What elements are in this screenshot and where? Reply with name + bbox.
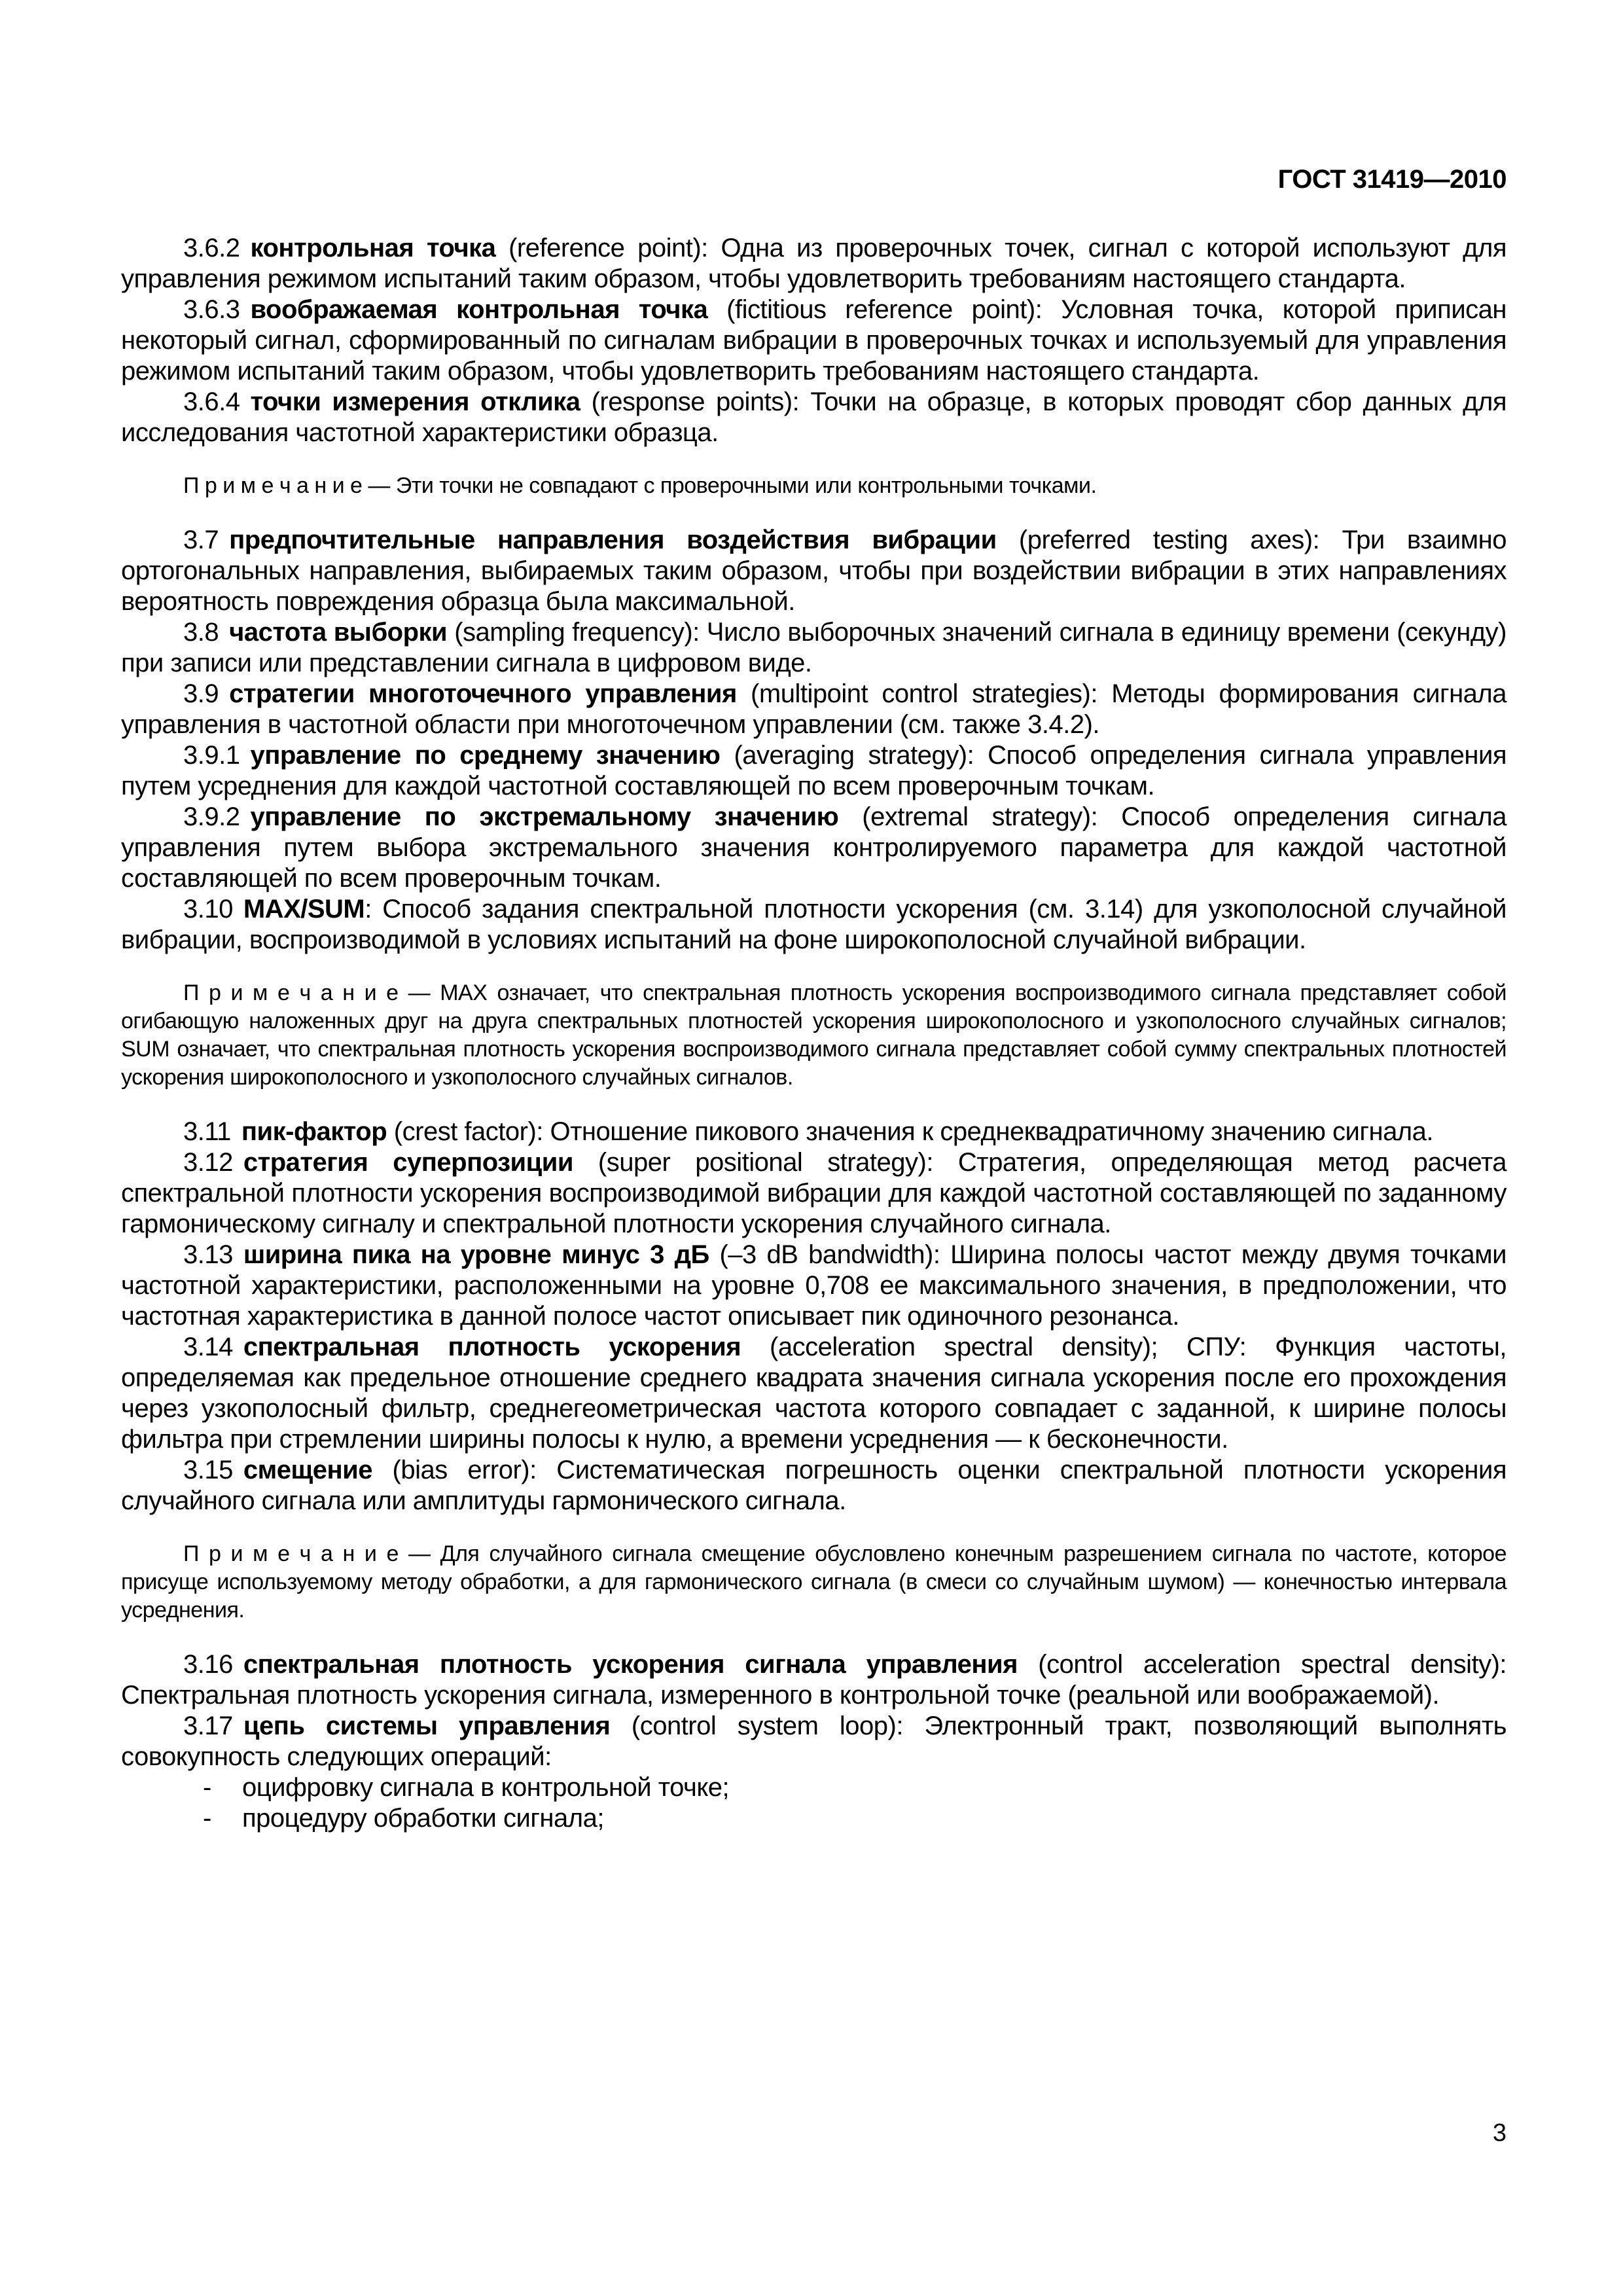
term-label: воображаемая контрольная точка [250,295,708,324]
term-label: предпочтительные направления воздействия вибрации [229,526,997,554]
term-definition: (bias error): Систематическая погрешность оценки спектральной плотности ускорения случайного сигнала или амплитуды гармонического сигнала. [121,1456,1507,1515]
term-label: контрольная точка [250,234,496,262]
term-paragraph-3-10 [121,894,1507,956]
term-number: 3.9.2 [183,802,240,831]
term-paragraph-3-9-2 [121,802,1507,894]
term-number: 3.13 [183,1240,233,1269]
list-item-2 [121,1803,1507,1834]
term-definition: (crest factor): Отношение пикового значения к среднеквадратичному значению сигнала. [387,1117,1434,1146]
term-definition: (sampling frequency): Число выборочных значений сигнала в единицу времени (секунду) при записи или представлении сигнала в цифровом виде. [121,618,1507,677]
term-paragraph-3-12 [121,1147,1507,1240]
term-label: стратегия суперпозиции [243,1148,573,1177]
term-number: 3.15 [183,1456,233,1484]
term-definition: (response points): Точки на образце, в которых проводят сбор данных для исследования частотной характеристики образца. [121,387,1507,447]
page-number: 3 [1492,2119,1507,2147]
bullet-dash: - [203,1804,211,1833]
term-definition: (acceleration spectral density); СПУ: Функция частоты, определяемая как предельное отношение среднего квадрата значения сигнала ускорения после его прохождения через узкополосный фильтр, среднегеометрическая частота которого совпадает с заданной, к ширине полосы фильтра при стремлении ширины полосы к нулю, а времени усреднения — к бесконечности. [121,1333,1507,1454]
page-header [121,165,1507,194]
term-label: стратегии многоточечного управления [229,679,737,708]
term-paragraph-3-17 [121,1711,1507,1772]
note-text: П р и м е ч а н и е — Эти точки не совпадают с проверочными или контрольными точками. [183,473,1097,498]
term-definition: (–3 dB bandwidth): Ширина полосы частот между двумя точками частотной характеристики, расположенными на уровне 0,708 ее максимального значения, в предположении, что частотная характеристика в данной полосе частот описывает пик одиночного резонанса. [121,1240,1507,1331]
term-definition: (averaging strategy): Способ определения сигнала управления путем усреднения для каждой частотной составляющей по всем проверочным точкам. [121,741,1507,800]
term-paragraph-3-14 [121,1332,1507,1455]
term-label: управление по экстремальному значению [250,802,839,831]
bullet-text: оцифровку сигнала в контрольной точке; [242,1773,730,1802]
document-body [121,233,1507,1834]
term-paragraph-3-6-3 [121,295,1507,387]
term-number: 3.17 [183,1712,233,1740]
term-paragraph-3-13 [121,1240,1507,1332]
term-definition: : Способ задания спектральной плотности ускорения (см. 3.14) для узкополосной случайной вибрации, воспроизводимой в условиях испытаний на фоне широкополосной случайной вибрации. [121,895,1507,954]
term-label: частота выборки [229,618,448,647]
term-paragraph-3-16 [121,1649,1507,1711]
page-footer [121,2119,1507,2147]
term-definition: (multipoint control strategies): Методы формирования сигнала управления в частотной области при многоточечном управлении (см. также 3.4.2). [121,679,1507,739]
term-number: 3.16 [183,1650,233,1679]
note-text: П р и м е ч а н и е — MAX означает, что спектральная плотность ускорения воспроизводимого сигнала представляет собой огибающую наложенных друг на друга спектральных плотностей ускорения широкополосного и узкополосного случайных сигналов; SUM означает, что спектральная плотность ускорения воспроизводимого сигнала представляет собой сумму спектральных плотностей ускорения широкополосного и узкополосного случайных сигналов. [121,980,1507,1090]
term-number: 3.6.4 [183,387,240,416]
list-item-1 [121,1772,1507,1803]
term-label: MAX/SUM [243,895,365,924]
term-label: ширина пика на уровне минус 3 дБ [243,1240,709,1269]
term-label: спектральная плотность ускорения сигнала управления [243,1650,1018,1679]
term-definition: (super positional strategy): Стратегия, определяющая метод расчета спектральной плотности ускорения воспроизводимой вибрации для каждой частотной составляющей по заданному гармоническому сигналу и спектральной плотности ускорения случайного сигнала. [121,1148,1507,1238]
term-number: 3.6.2 [183,234,240,262]
term-paragraph-3-7 [121,525,1507,617]
term-definition: (control acceleration spectral density): Спектральная плотность ускорения сигнала, измеренного в контрольной точке (реальной или воображаемой). [121,1650,1507,1710]
term-paragraph-3-15 [121,1455,1507,1516]
term-definition: (preferred testing axes): Три взаимно ортогональных направления, выбираемых таким образом, чтобы при воздействии вибрации в этих направлениях вероятность повреждения образца была максимальной. [121,526,1507,616]
term-number: 3.6.3 [183,295,240,324]
term-label: управление по среднему значению [250,741,721,770]
term-paragraph-3-6-4 [121,387,1507,448]
note-paragraph-1 [121,472,1507,500]
term-number: 3.7 [183,526,219,554]
note-paragraph-2 [121,979,1507,1092]
term-paragraph-3-9-1 [121,740,1507,802]
term-number: 3.12 [183,1148,233,1177]
term-paragraph-3-9 [121,679,1507,740]
bullet-dash: - [203,1773,211,1802]
term-number: 3.9.1 [183,741,240,770]
term-number: 3.14 [183,1333,233,1361]
term-definition: (control system loop): Электронный тракт, позволяющий выполнять совокупность следующих операций: [121,1712,1507,1771]
term-label: цепь системы управления [243,1712,611,1740]
bullet-text: процедуру обработки сигнала; [242,1804,604,1833]
term-label: спектральная плотность ускорения [243,1333,741,1361]
term-label: точки измерения отклика [250,387,580,416]
term-definition: (extremal strategy): Способ определения сигнала управления путем выбора экстремального значения контролируемого параметра для каждой частотной составляющей по всем проверочным точкам. [121,802,1507,893]
note-paragraph-3 [121,1540,1507,1624]
term-paragraph-3-8 [121,617,1507,679]
term-number: 3.11 [183,1117,231,1146]
term-number: 3.9 [183,679,219,708]
term-definition: (reference point): Одна из проверочных точек, сигнал с которой используют для управления режимом испытаний таким образом, чтобы удовлетворить требованиям настоящего стандарта. [121,234,1507,293]
term-paragraph-3-6-2 [121,233,1507,295]
term-label: смещение [243,1456,372,1484]
term-label: пик-фактор [241,1117,387,1146]
term-paragraph-3-11 [121,1117,1507,1147]
term-definition: (fictitious reference point): Условная точка, которой приписан некоторый сигнал, сформированный по сигналам вибрации в проверочных точках и используемый для управления режимом испытаний таким образом, чтобы удовлетворить требованиям настоящего стандарта. [121,295,1507,386]
doc-number: ГОСТ 31419—2010 [1277,165,1507,194]
term-number: 3.8 [183,618,219,647]
term-number: 3.10 [183,895,233,924]
note-text: П р и м е ч а н и е — Для случайного сигнала смещение обусловлено конечным разрешением сигнала по частоте, которое присуще используемому методу обработки, а для гармонического сигнала (в смеси со случайным шумом) — конечностью интервала усреднения. [121,1541,1507,1623]
